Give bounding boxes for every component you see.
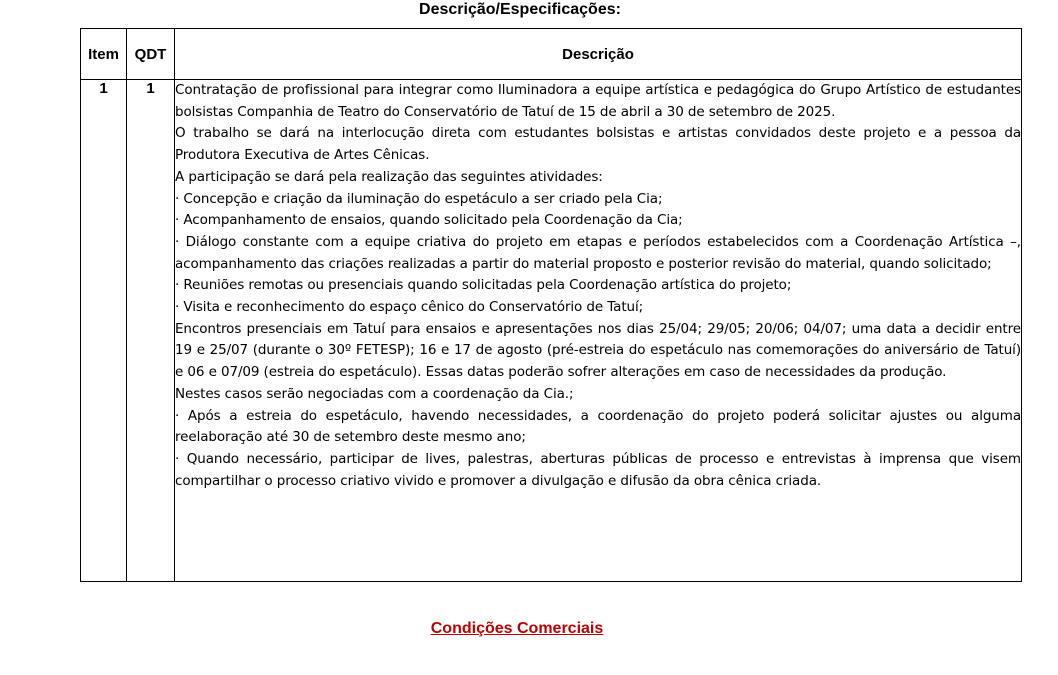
description-paragraph: A participação se dará pela realização das seguintes atividades: [175, 168, 603, 185]
description-bullet: · Após a estreia do espetáculo, havendo necessidades, a coordenação do projeto poderá solicitar ajustes ou alguma reelaboração até 30 de setembro deste mesmo ano; [175, 407, 1021, 446]
footer [0, 620, 1034, 638]
cell-qdt: 1 [127, 80, 175, 582]
description-bullet: · Concepção e criação da iluminação do espetáculo a ser criado pela Cia; [175, 190, 663, 207]
condicoes-comerciais-link[interactable]: Condições Comerciais [430, 620, 604, 637]
specification-table [80, 28, 1022, 582]
description-paragraph: Encontros presenciais em Tatuí para ensaios e apresentações nos dias 25/04; 29/05; 20/06; 04/07; uma data a decidir entre 19 e 25/07 (durante o 30º FETESP); 16 e 17 de agosto (pré-estreia do espetáculo nas comemorações do aniversário de Tatuí) e 06 e 07/09 (estreia do espetáculo). Essas datas poderão sofrer alterações em caso de necessidades da produção. [175, 320, 1021, 381]
description-paragraph: Contratação de profissional para integrar como Iluminadora a equipe artística e pedagógica do Grupo Artístico de estudantes bolsistas Companhia de Teatro do Conservatório de Tatuí de 15 de abril a 30 de setembro de 2025. [175, 82, 1021, 120]
description-bullet: · Reuniões remotas ou presenciais quando solicitadas pela Coordenação artística do projeto; [175, 277, 792, 294]
column-header-descricao: Descrição [175, 29, 1022, 80]
section-title: Descrição/Especificações: [419, 1, 621, 18]
description-bullet: · Acompanhamento de ensaios, quando solicitado pela Coordenação da Cia; [175, 212, 683, 229]
description-paragraph: O trabalho se dará na interlocução direta com estudantes bolsistas e artistas convidados deste projeto e a pessoa da Produtora Executiva de Artes Cênicas. [175, 125, 1021, 164]
description-bullet: · Diálogo constante com a equipe criativa do projeto em etapas e períodos estabelecidos com a Coordenação Artística –, acompanhamento das criações realizadas a partir do material proposto e posterior revisão do material, quando solicitado; [175, 233, 1021, 272]
table-row [81, 80, 1022, 582]
table-header-row [81, 29, 1022, 80]
description-bullet: · Quando necessário, participar de lives, palestras, aberturas públicas de processo e entrevistas à imprensa que visem compartilhar o processo criativo vivido e promover a divulgação e difusão da obra cênica criada. [175, 450, 1021, 489]
cell-descricao [175, 80, 1022, 582]
cell-item: 1 [81, 80, 127, 582]
column-header-item: Item [81, 29, 127, 80]
description-bullet: · Visita e reconhecimento do espaço cênico do Conservatório de Tatuí; [175, 299, 644, 316]
column-header-qdt: QDT [127, 29, 175, 80]
description-paragraph: Nestes casos serão negociadas com a coordenação da Cia.; [175, 385, 574, 402]
